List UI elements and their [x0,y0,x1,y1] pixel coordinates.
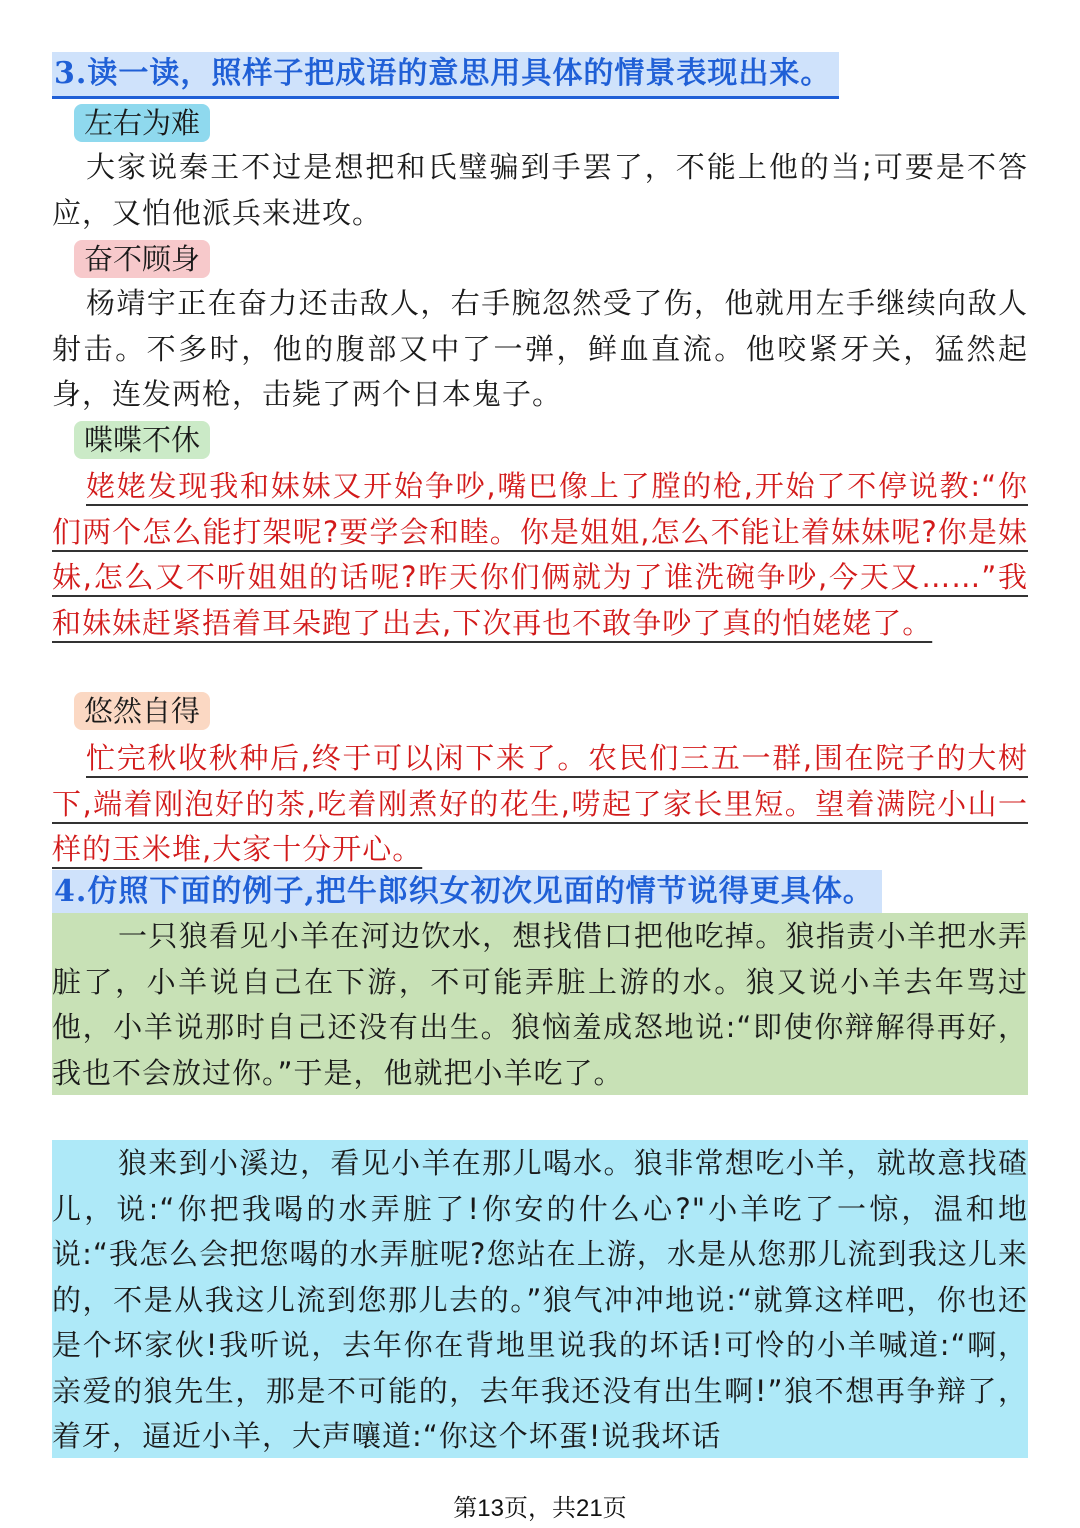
answer-4-text: 忙完秋收秋种后,终于可以闲下来了。农民们三五一群,围在院子的大树下,端着刚泡好的茶,吃着刚煮好的花生,唠起了家长里短。望着满院小山一样的玉米堆,大家十分开心。 [52,741,1028,866]
idiom-example-2: 杨靖宇正在奋力还击敌人，右手腕忽然受了伤，他就用左手继续向敌人射击。不多时，他的腹部又中了一弹，鲜血直流。他咬紧牙关，猛然起身，连发两枪，击毙了两个日本鬼子。 [52,286,1028,411]
answer-3-text: 姥姥发现我和妹妹又开始争吵,嘴巴像上了膛的枪,开始了不停说教:“你们两个怎么能打架呢?要学会和睦。你是姐姐,怎么不能让着妹妹呢?你是妹妹,怎么又不听姐姐的话呢?昨天你们俩就为了谁洗碗争吵,今天又……”我和妹妹赶紧捂着耳朵跑了出去,下次再也不敢争吵了真的怕姥姥了。 [52,469,1028,640]
section-3-heading: 3.读一读，照样子把成语的意思用具体的情景表现出来。 [52,52,839,99]
expanded-story-box [52,1140,1028,1458]
section-4-heading: 4.仿照下面的例子,把牛郎织女初次见面的情节说得更具体。 [52,870,882,917]
expanded-story-text: 狼来到小溪边，看见小羊在那儿喝水。狼非常想吃小羊，就故意找碴儿，说:“你把我喝的水弄脏了!你安的什么心?"小羊吃了一惊，温和地说:“我怎么会把您喝的水弄脏呢?您站在上游，水是从您那儿流到我这儿来的，不是从我这儿流到您那儿去的。”狼气冲冲地说:“就算这样吧，你也还是个坏家伙!我听说，去年你在背地里说我的坏话!可怜的小羊喊道:“啊，亲爱的狼先生，那是不可能的，去年我还没有出生啊!”狼不想再争辩了，着牙，逼近小羊，大声嚷道:“你这个坏蛋!说我坏话 [52,1146,1028,1453]
idiom-tag-1: 左右为难 [74,104,210,142]
idiom-example-1: 大家说秦王不过是想把和氏璧骗到手罢了，不能上他的当;可要是不答应，又怕他派兵来进攻。 [52,150,1028,230]
idiom-tag-4: 悠然自得 [74,692,210,730]
idiom-tag-3: 喋喋不休 [74,421,210,459]
idiom-answer-4 [52,736,1028,873]
idiom-tag-2: 奋不顾身 [74,240,210,278]
page-number: 第13页，共21页 [453,1495,627,1522]
idiom-answer-3 [52,464,1028,646]
example-story-box [52,913,1028,1095]
example-story-text: 一只狼看见小羊在河边饮水，想找借口把他吃掉。狼指责小羊把水弄脏了，小羊说自己在下游，不可能弄脏上游的水。狼又说小羊去年骂过他，小羊说那时自己还没有出生。狼恼羞成怒地说:“即使你辩解得再好，我也不会放过你。”于是，他就把小羊吃了。 [52,919,1028,1090]
